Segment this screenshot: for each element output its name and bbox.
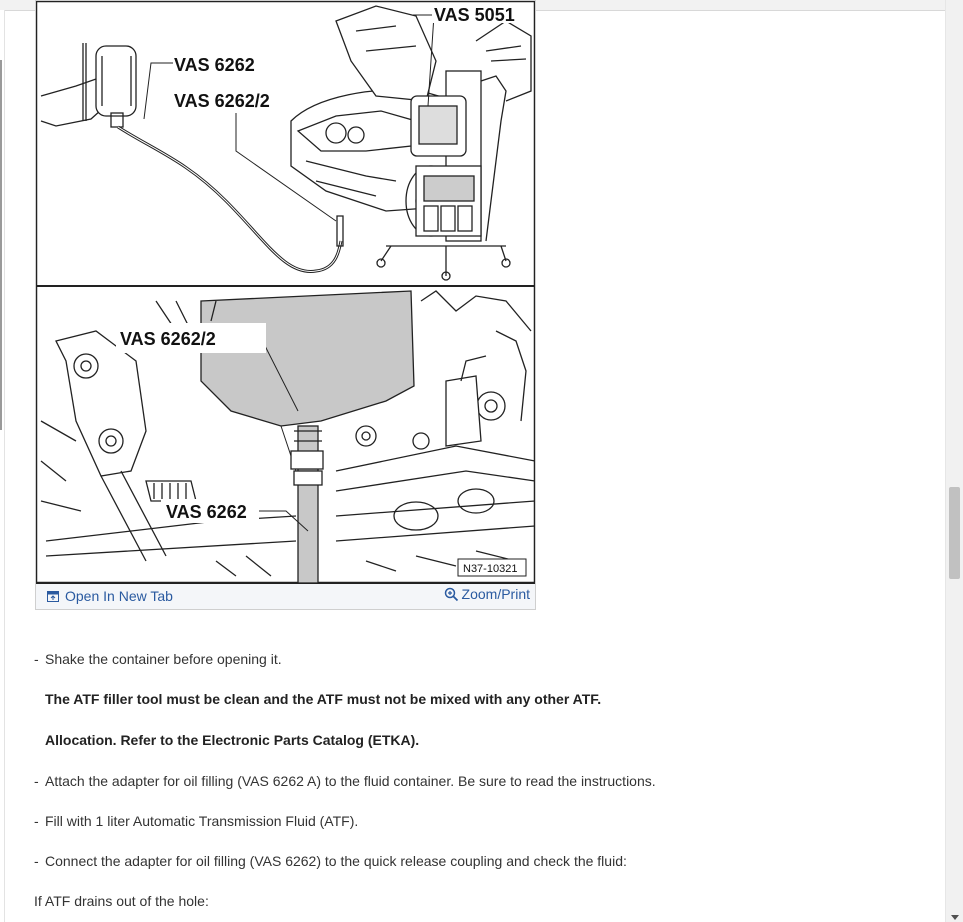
- open-in-new-tab-label: Open In New Tab: [65, 588, 173, 604]
- vertical-scrollbar[interactable]: [945, 0, 963, 922]
- scroll-down-arrow-icon[interactable]: [951, 915, 959, 920]
- step-connect-adapter: [34, 853, 627, 869]
- step-attach-adapter: [34, 773, 656, 789]
- step-text: Connect the adapter for oil filling (VAS 6262) to the quick release coupling and check the fluid:: [45, 853, 627, 869]
- zoom-print-link[interactable]: [444, 586, 530, 602]
- callout-vas6262-2-bottom: VAS 6262/2: [120, 329, 216, 349]
- zoom-icon: [444, 587, 459, 602]
- step-fill-atf: [34, 813, 358, 829]
- bullet-dash: -: [34, 853, 39, 869]
- figure-container: [35, 0, 536, 610]
- callout-vas6262-top: VAS 6262: [174, 55, 255, 75]
- note-allocation: Allocation. Refer to the Electronic Parts Catalog (ETKA).: [45, 732, 420, 748]
- step-text: Attach the adapter for oil filling (VAS 6262 A) to the fluid container. Be sure to read the instructions.: [45, 773, 656, 789]
- figure-footer: [36, 584, 535, 609]
- open-in-new-tab-link[interactable]: [47, 588, 173, 604]
- bullet-dash: -: [34, 813, 39, 829]
- note-clean-tool: The ATF filler tool must be clean and the ATF must not be mixed with any other ATF.: [45, 691, 602, 707]
- callout-vas6262-2-top: VAS 6262/2: [174, 91, 270, 111]
- bullet-dash: -: [34, 651, 39, 667]
- zoom-print-label: Zoom/Print: [461, 586, 530, 602]
- condition-atf-drains: If ATF drains out of the hole:: [34, 893, 209, 909]
- scrollbar-thumb[interactable]: [949, 487, 960, 579]
- illustration-svg: [36, 1, 535, 583]
- step-shake-container: [34, 651, 282, 667]
- bullet-dash: -: [34, 773, 39, 789]
- technical-illustration[interactable]: [36, 1, 535, 585]
- callout-vas5051: VAS 5051: [434, 5, 515, 25]
- figure-id-label: N37-10321: [463, 563, 518, 575]
- left-panel-marker: [0, 60, 2, 430]
- callout-vas6262-bottom: VAS 6262: [166, 502, 247, 522]
- open-in-new-tab-icon: [47, 591, 59, 602]
- step-text: Shake the container before opening it.: [45, 651, 282, 667]
- step-text: Fill with 1 liter Automatic Transmission Fluid (ATF).: [45, 813, 359, 829]
